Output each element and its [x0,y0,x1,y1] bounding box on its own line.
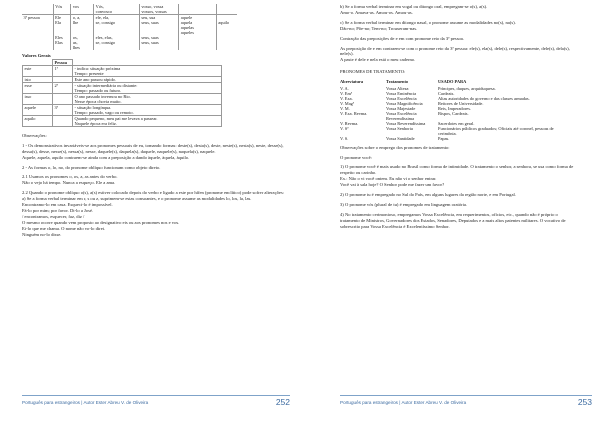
tratamento-cell: Vossa Santidade [386,135,415,141]
tratamento-title: PRONOMES DE TRATAMENTO: [340,69,406,75]
pronoun-cell: eles, elas, se, consigo [94,35,140,50]
tratamento-header: Tratamento [386,79,409,85]
page-number: 252 [275,397,290,407]
tratamento-cell: Vossa Senhoria [386,125,413,131]
pronoun-header: Vós [53,4,71,15]
tratamento-cell: Vossa Excelência [386,95,417,101]
pronoun-cell: o, a, lhe [71,15,94,36]
footer-right [340,395,592,411]
pronoun-cell: aquilo [216,15,237,36]
tratamento-cell: Vossa Eminência [386,90,417,96]
page-right [300,0,600,424]
tratamento-cell: V. S. [340,135,349,141]
tratamento-cell: Vossa Magnificência [386,100,423,106]
body-paragraph: b) Se a forma verbal terminar em vogal ou ditongo oral, empregam-se o(s), a(s). Amo-o. Amava-as. Amou-os. Amou-as. [340,4,488,15]
tratamento-cell: Vossa Alteza [386,85,409,91]
body-paragraph: 1) O pronome você é mais usado no Brasil como forma de intimidade. O tratamento o senhor, a senhora, se usa como forma de respeito ou carinho. Ex.: Não o vi você ontem. Eu não vi o senhor entrar. Você vai à sala hoje? O Senhor pode me fazer um favor? [340,164,574,188]
valores-cell: - situação longínqua. Tempo: passado, vago ou remoto. [73,104,222,115]
pronoun-cell: seus, suas seus, suas [139,35,178,50]
tratamento-cell: Vossa Reverendíssima [386,120,426,126]
tratamento-cell: Funcionários públicos graduados; Oficiais até coronel, pessoas de cerimônia. [438,125,554,136]
valores-table [22,59,222,127]
pronoun-table-top [22,4,237,50]
body-paragraph: 1 - Os demonstrativos invariáveis-se aos pronomes pessoais de eu, tomando formas: deste(s), desta(s), deste, neste(s), nesta(s), neste, desse(s), dessa(s), desse, nesse(s), nessa(s), nesse, daquele(s), daquela(s), daquele, naquele(s), naquela(s), naquele. [22,142,284,154]
tratamento-cell: Vossa Excelência Reverendíssima [386,110,417,121]
pronoun-cell: ele, ela, se, consigo [94,15,140,36]
valores-cell [53,93,73,104]
tratamento-cell: Príncipes, duques, arquiduquesa. [438,85,496,91]
body-paragraph: 2 - As formas o, lo, no, do pronome oblíquo funcionam como objeto direto. [22,164,161,170]
tratamento-cell: V. Revma. [340,120,359,126]
tratamento-cell: V. Emª [340,90,353,96]
valores-cell: isto [23,76,53,82]
page-number: 253 [577,397,592,407]
valores-title: Valores Gerais [22,53,51,58]
pronoun-header: Vós, convosco [94,4,140,15]
footer-text: Português para estrangeiros | Autor Ester Abreu V. de Oliveira [340,400,467,405]
valores-cell [53,115,73,126]
tratamento-cell: V. A. [340,85,349,91]
body-paragraph: Observações sobre o emprego dos pronomes de tratamento: [340,144,450,150]
valores-cell: Quando pequeno, meu pai me levava a passear. Naquele época era feliz. [73,115,222,126]
tratamento-header: USADO PARA [438,79,467,85]
body-paragraph: Aquele, aquela, aquilo contraem-se ainda com a preposição a dando àquele, àquela, àquilo. [22,154,190,160]
tratamento-cell: V. Exa. Revma. [340,110,368,116]
valores-cell: 2ª [53,82,73,93]
pronoun-cell: aquele aquela aquelas aqueles [179,15,216,36]
pronoun-header: vos [71,4,94,15]
page-right-content [340,4,576,230]
valores-cell: O ano passado invernou no Rio. Nesse época chovia muito. [73,93,222,104]
observacoes-title: Observações: [22,132,47,138]
body-paragraph: As preposição de e em contraem-se com o pronome reto da 3ª pessoa: ele(s), ela(s), dele(s), respectivamente, dele(s), dela(s), nele(s). A paste é dele e nela está o meu caderno. [340,45,570,63]
valores-cell: 1ª [53,65,73,76]
pronoun-header: vosso, vossa vossos, vossas [139,4,178,15]
page-left-content [22,4,290,238]
body-paragraph: 4) No tratamento cerimonioso, empregamos Vossa Excelência, em requerimentos, ofícios, etc., quando não é próprio o tratamento de Ministros, Governadores dos Estados, Senadores, Deputados e a mais altos patentes militares. O vocativo de sobrescrito para Vossa Excelência é Excelentíssimo Senhor. [340,211,566,229]
tratamento-header: Abreviatura [340,79,364,85]
pronoun-cell: Ele Ela [53,15,71,36]
valores-cell: esse [23,82,53,93]
tratamento-cell: Altas autoridades do governo e das classes armadas. [438,95,530,101]
valores-cell: este [23,65,53,76]
tratamento-cell: V. M. [340,105,350,111]
valores-cell: Este ano passou rápido. [73,76,222,82]
body-paragraph: 2.2 Quando o pronome oblíquo o(s), a(s) estiver colocado depois do verbo e ligado a este por hífen (pronome enclítico) pode sofrer alterações: a) Se a forma verbal terminar em r, s ou z, suprimem-se estas consoantes, e o pronome assume as modalidades lo, los, la, las. Encontramo-lo em casa. Esqueci-lo é impossível. Fá-lo por mim; por favor. Di-lo a José. / encontramos, esquecer, faz, diz / O mesmo ocorre quando vem proposto ao designativo eis ou aos pronomes nos e vos. Ei-lo que me chama. O nome não vo-lo direi. Ninguém no-lo disse. [22,190,285,237]
valores-cell: isso [23,93,53,104]
tratamento-cell: Papas. [438,135,450,141]
tratamento-cell: Sacerdotes em geral. [438,120,475,126]
body-paragraph: O pronome você: [340,154,372,160]
tratamento-cell: Cardeais. [438,90,455,96]
tratamento-cell: Bispos, Cardeais. [438,110,469,116]
tratamento-cell: Vossa Majestade [386,105,416,111]
footer-left [22,395,290,411]
pronoun-cell: 3ª pessoa [23,15,40,20]
pronoun-cell: Eles Elas [53,35,71,50]
tratamento-cell: V. Exa. [340,95,353,101]
tratamento-table [340,79,570,141]
tratamento-cell: V. Sª [340,125,349,131]
tratamento-cell: V. Magª [340,100,355,106]
body-paragraph: 3) O pronome vós (plural de tu) é empregado em linguagem oratória. [340,202,468,207]
valores-cell: aquele [23,104,53,115]
footer-text: Português para estrangeiros | Autor Ester Abreu V. de Oliveira [22,400,149,405]
pronoun-cell: os, as, lhes [71,35,94,50]
valores-cell: 3ª [53,104,73,115]
body-paragraph: 2) O pronome tu é empregado no Sul do País, em alguns lugares da região norte, e em Portugal. [340,192,516,198]
body-paragraph: 2.1 Usamos os pronomes o, os, a, as antes do verbo. Não o vejo há tempo. Nunca a esqueço. Ele a ama. [22,174,118,186]
tratamento-cell: Reis, Imperadores. [438,105,472,111]
valores-header: Pessoa [53,59,73,65]
valores-cell: - situação intermediária ou distante: Tempo: passado ou futuro. [73,82,222,93]
valores-cell: - indica: situação próxima Tempo: presente [73,65,222,76]
body-paragraph: c) Se a forma verbal terminar em ditongo nasal, o pronome assume as modalidades no(s), na(s). Dão-no; Põe-no; Tem-no; Trouxeram-nas. [340,19,516,31]
tratamento-cell: Reitores de Universidade. [438,100,484,106]
body-paragraph: Contração das preposições de e em com pronome reto da 3ª pessoa. [340,35,464,41]
pronoun-cell: seu, sua seus, suas [139,15,178,36]
valores-cell: aquilo [23,115,53,126]
